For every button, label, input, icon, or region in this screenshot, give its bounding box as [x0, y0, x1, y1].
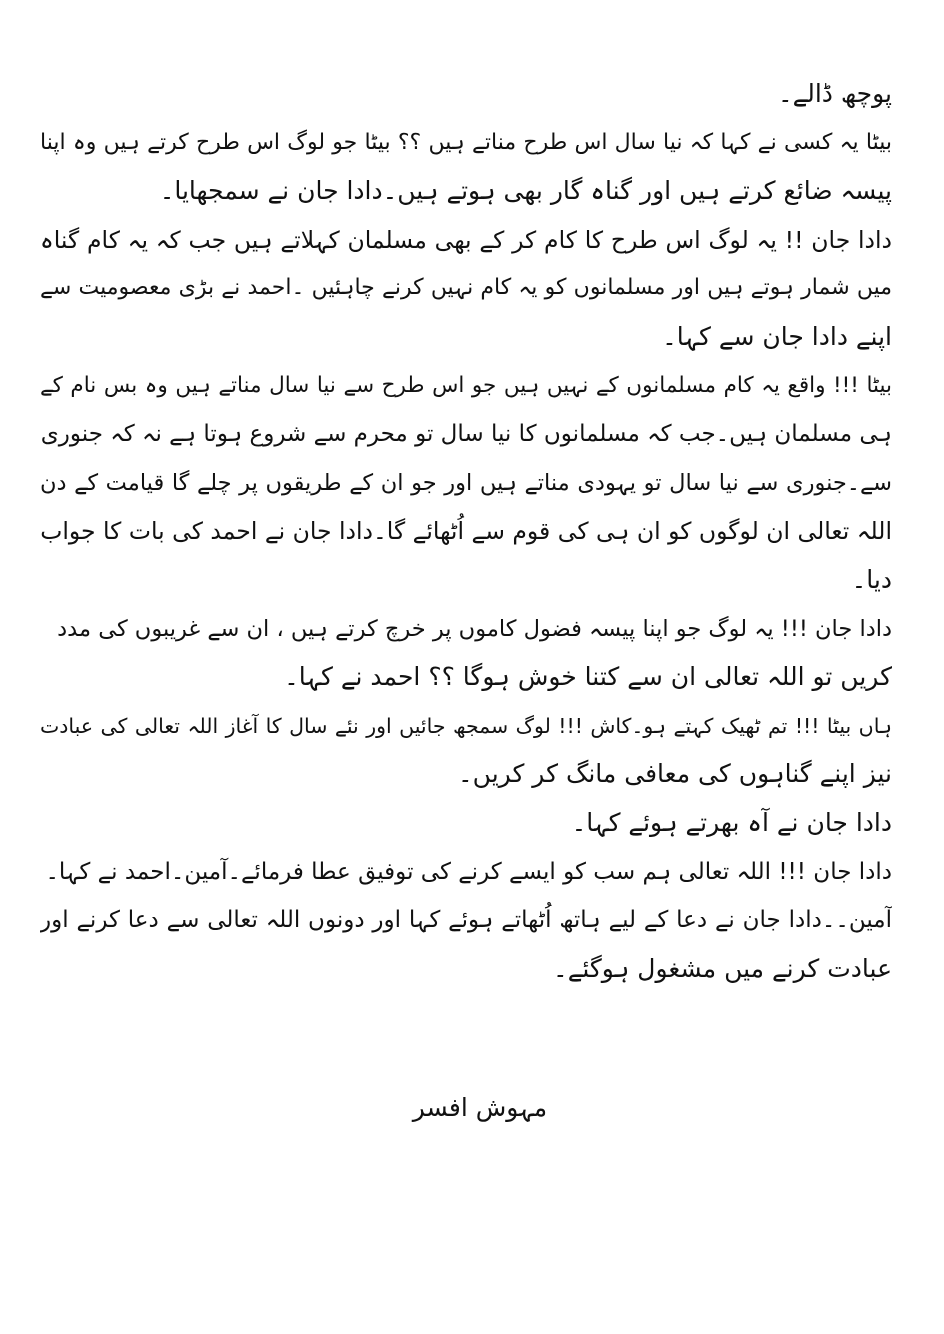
text-line: بیٹا یہ کسی نے کہا کہ نیا سال اس طرح مناتے ہیں ؟؟ بیٹا جو لوگ اس طرح کرتے ہیں وہ اپنا [40, 129, 892, 155]
text-line: سے۔جنوری سے نیا سال تو یہودی مناتے ہیں اور جو ان کے طریقوں پر چلے گا قیامت کے دن [40, 469, 892, 496]
document-body [40, 70, 892, 993]
text-line: دادا جان !!! اللہ تعالی ہم سب کو ایسے کرنے کی توفیق عطا فرمائے۔آمین۔احمد نے کہا۔ [45, 858, 892, 885]
text-line: عبادت کرنے میں مشغول ہوگئے۔ [553, 953, 892, 983]
text-line: اللہ تعالی ان لوگوں کو ان ہی کی قوم سے اُٹھائے گا۔دادا جان نے احمد کی بات کا جواب [40, 517, 892, 546]
text-line: پیسہ ضائع کرتے ہیں اور گناہ گار بھی ہوتے ہیں۔دادا جان نے سمجھایا۔ [159, 176, 892, 206]
text-line: دادا جان !! یہ لوگ اس طرح کا کام کر کے بھی مسلمان کہلاتے ہیں جب کہ یہ کام گناہ [40, 225, 892, 254]
text-line: دادا جان !!! یہ لوگ جو اپنا پیسہ فضول کاموں پر خرچ کرتے ہیں ، ان سے غریبوں کی مدد [57, 615, 892, 642]
author-signature: مہوش افسر [412, 1093, 548, 1122]
text-line: نیز اپنے گناہوں کی معافی مانگ کر کریں۔ [458, 759, 892, 789]
text-line: دادا جان نے آہ بھرتے ہوئے کہا۔ [571, 807, 892, 837]
text-line: ہی مسلمان ہیں۔جب کہ مسلمانوں کا نیا سال تو محرم سے شروع ہوتا ہے نہ کہ جنوری [40, 421, 892, 448]
text-line: کریں تو اللہ تعالی ان سے کتنا خوش ہوگا ؟؟ احمد نے کہا۔ [284, 662, 892, 692]
text-line: پوچھ ڈالے۔ [777, 79, 892, 108]
text-line: اپنے دادا جان سے کہا۔ [662, 321, 892, 351]
text-line: میں شمار ہوتے ہیں اور مسلمانوں کو یہ کام نہیں کرنے چاہئیں ۔احمد نے بڑی معصومیت سے [40, 275, 892, 301]
text-line: دیا۔ [851, 564, 892, 594]
text-line: ہاں بیٹا !!! تم ٹھیک کہتے ہو۔کاش !!! لوگ سمجھ جائیں اور نئے سال کا آغاز اللہ تعالی کی عبادت [40, 713, 892, 738]
text-line: بیٹا !!! واقع یہ کام مسلمانوں کے نہیں ہیں جو اس طرح سے نیا سال مناتے ہیں وہ بس نام کے [40, 372, 892, 398]
text-line: آمین۔۔دادا جان نے دعا کے لیے ہاتھ اُٹھاتے ہوئے کہا اور دونوں اللہ تعالی سے دعا کرنے اور [40, 907, 892, 934]
